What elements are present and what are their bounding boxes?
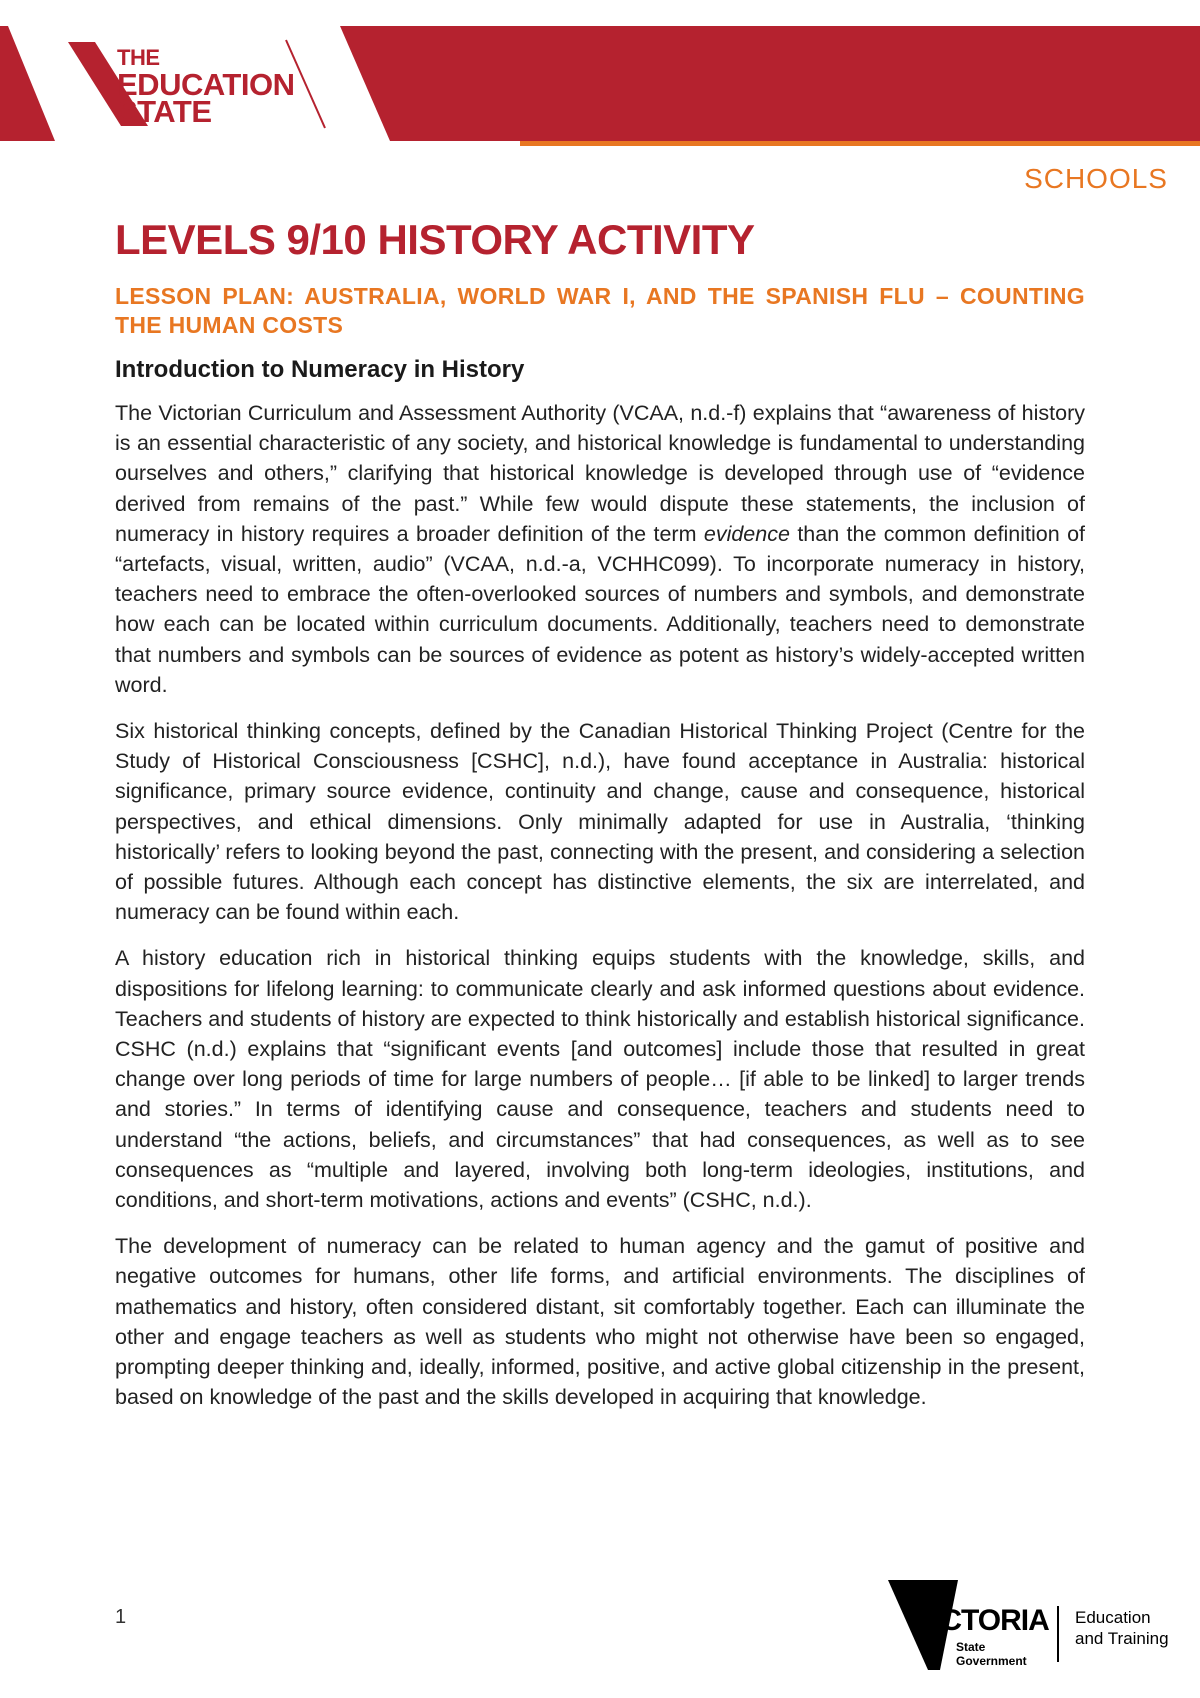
department-line-2: and Training	[1075, 1629, 1169, 1648]
footer-divider	[1057, 1606, 1059, 1662]
paragraph-1-emphasis: evidence	[703, 521, 790, 546]
paragraph-1-part-b: than the common definition of “artefacts, visual, written, audio” (VCAA, n.d.-a, VCHHC099). To incorporate numeracy in history, teachers need to embrace the often-overlooked sources of numbers and symbols, and demonstrate how each can be located within curriculum documents. Additionally, teachers need to demonstrate that numbers and symbols can be sources of evidence as potent as history’s widely-accepted written word.	[115, 521, 1085, 697]
paragraph-1-part-a: The Victorian Curriculum and Assessment Authority (VCAA, n.d.-f) explains that “awareness of history is an essential characteristic of any society, and historical knowledge is fundamental to understanding ourselves and others,” clarifying that historical knowledge is developed through use of “evidence derived from remains of the past.” While few would dispute these statements, the inclusion of numeracy in history requires a broader definition of the term	[115, 401, 1085, 546]
page-number: 1	[115, 1606, 127, 1628]
lesson-plan-title: LESSON PLAN: AUSTRALIA, WORLD WAR I, AND THE SPANISH FLU – COUNTING THE HUMAN COSTS	[115, 283, 1085, 338]
schools-label: SCHOOLS	[1024, 163, 1168, 194]
victoria-logo-government: Government	[956, 1654, 1027, 1668]
document-body	[115, 216, 1085, 1413]
header-red-left	[0, 26, 55, 141]
paragraph-1	[115, 398, 1085, 700]
section-heading: Introduction to Numeracy in History	[115, 356, 525, 383]
paragraph-2: Six historical thinking concepts, defined by the Canadian Historical Thinking Project (Centre for the Study of Historical Consciousness [CSHC], n.d.), have found acceptance in Australia: historical significance, primary source evidence, continuity and change, cause and consequence, historical perspectives, and ethical dimensions. Only minimally adapted for use in Australia, ‘thinking historically’ refers to looking beyond the past, connecting with the present, and considering a selection of possible futures. Although each concept has distinctive elements, the six are interrelated, and numeracy can be found within each.	[115, 719, 1085, 925]
logo-state: STATE	[117, 94, 212, 129]
header-orange-line	[520, 141, 1200, 146]
header-red-band	[340, 26, 1200, 141]
paragraph-4: The development of numeracy can be related to human agency and the gamut of positive and negative outcomes for humans, other life forms, and artificial environments. The disciplines of mathematics and history, often considered distant, sit comfortably together. Each can illuminate the other and engage teachers as well as students who might not otherwise have been so engaged, prompting deeper thinking and, ideally, informed, positive, and active global citizenship in the present, based on knowledge of the past and the skills developed in acquiring that knowledge.	[115, 1234, 1085, 1410]
department-name	[1075, 1607, 1169, 1649]
department-line-1: Education	[1075, 1608, 1151, 1627]
victoria-logo-word: VICTORIA	[914, 1604, 1049, 1637]
logo-the: THE	[117, 45, 160, 70]
paragraph-3: A history education rich in historical thinking equips students with the knowledge, skills, and dispositions for lifelong learning: to communicate clearly and ask informed questions about evidence. Teachers and students of history are expected to think historically and establish historical significance. CSHC (n.d.) explains that “significant events [and outcomes] include those that resulted in great change over long periods of time for large numbers of people… [if able to be linked] to larger trends and stories.” In terms of identifying cause and consequence, teachers and students need to understand “the actions, beliefs, and circumstances” that had consequences, as well as to see consequences as “multiple and layered, involving both long-term ideologies, institutions, and conditions, and short-term motivations, actions and events” (CSHC, n.d.).	[115, 946, 1085, 1213]
document-title: LEVELS 9/10 HISTORY ACTIVITY	[115, 216, 755, 263]
logo-education: EDUCATION	[117, 67, 295, 102]
education-state-logo	[117, 44, 295, 129]
victoria-logo-sub	[956, 1640, 1027, 1668]
victoria-logo-state: State	[956, 1640, 986, 1654]
